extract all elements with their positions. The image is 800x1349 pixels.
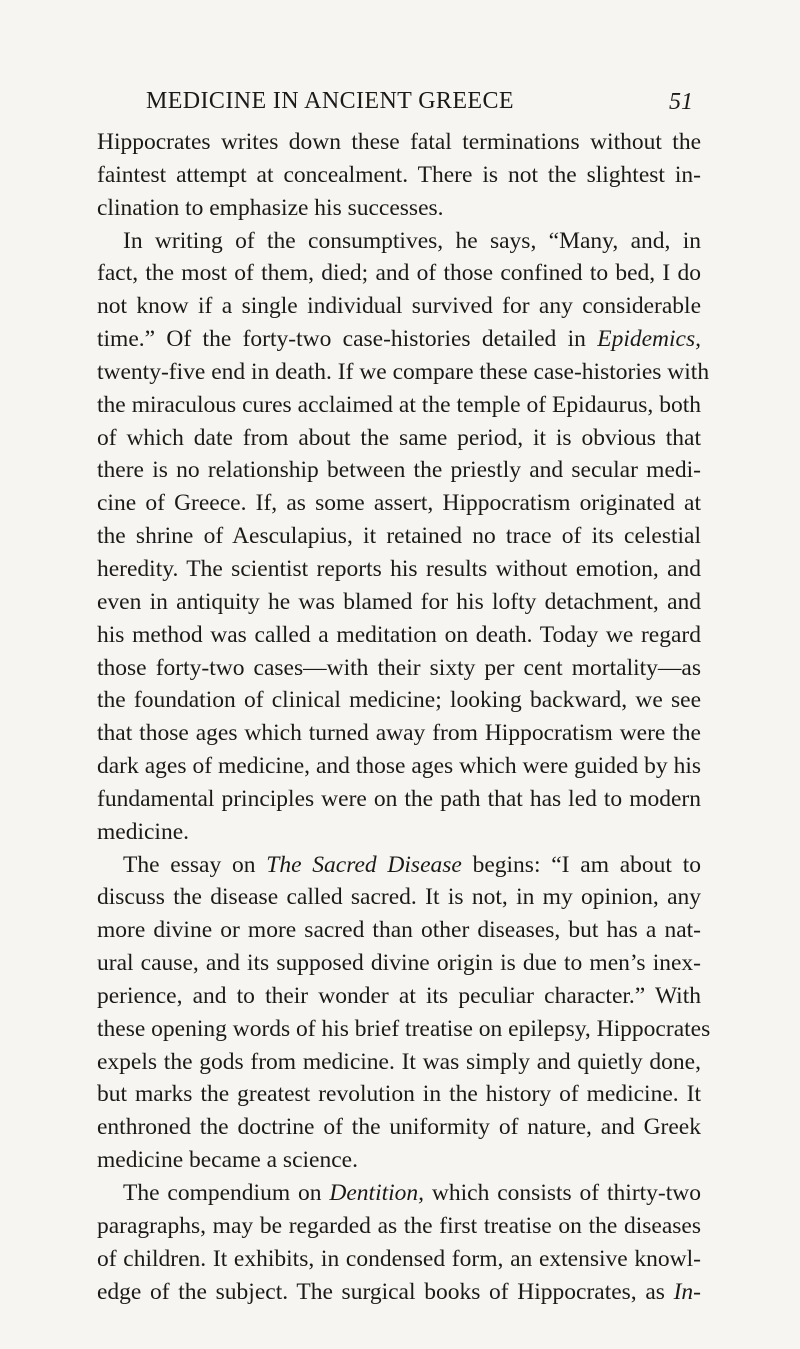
text-line: those forty-two cases—with their sixty per cent mortality—as: [97, 654, 701, 681]
text-segment: begins: “I am about to: [461, 851, 702, 878]
text-line: fundamental principles were on the path that has led to modern: [97, 785, 701, 812]
text-line: expels the gods from medicine. It was simply and quietly done,: [97, 1048, 701, 1075]
text-line: paragraphs, may be regarded as the first treatise on the diseases: [97, 1212, 701, 1239]
text-line: of children. It exhibits, in condensed form, an extensive knowl-: [97, 1245, 701, 1272]
text-line: but marks the greatest revolution in the history of medicine. It: [97, 1081, 701, 1108]
text-line: even in antiquity he was blamed for his lofty detachment, and: [97, 588, 701, 615]
text-line: enthroned the doctrine of the uniformity of nature, and Greek: [97, 1114, 701, 1141]
text-segment: The compendium on: [123, 1180, 330, 1206]
text-line: ural cause, and its supposed divine origin is due to men’s inex-: [97, 950, 701, 977]
text-line: these opening words of his brief treatise on epilepsy, Hippocrates: [97, 1015, 711, 1042]
text-segment: time.” Of the forty-two case-histories detailed in: [97, 326, 598, 353]
text-line: the miraculous cures acclaimed at the temple of Epidaurus, both: [97, 391, 701, 418]
text-line: of which date from about the same period, it is obvious that: [97, 424, 701, 451]
text-line: that those ages which turned away from Hippocratism were the: [97, 720, 701, 747]
text-line: cine of Greece. If, as some assert, Hippocratism originated at: [97, 490, 701, 517]
italic-title: Dentition,: [329, 1180, 425, 1206]
text-line: [97, 323, 701, 356]
text-line: medicine became a science.: [97, 1147, 358, 1174]
running-head: MEDICINE IN ANCIENT GREECE: [146, 88, 514, 114]
page-number: 51: [669, 89, 693, 115]
text-line: Hippocrates writes down these fatal terminations without the: [97, 129, 701, 155]
text-segment: which consists of thirty-two: [424, 1180, 702, 1206]
text-line: fact, the most of them, died; and of those confined to bed, I do: [97, 260, 701, 287]
text-line: faintest attempt at concealment. There is not the slightest in-: [97, 161, 701, 188]
body-text: [97, 126, 711, 1308]
text-line: [97, 1177, 701, 1210]
text-line: heredity. The scientist reports his results without emotion, and: [97, 555, 701, 582]
italic-title: The Sacred Disease: [266, 851, 462, 878]
italic-title: Epidemics,: [597, 326, 701, 353]
text-line: there is no relationship between the priestly and secular medi-: [97, 457, 701, 484]
text-line: twenty-five end in death. If we compare these case-histories with: [97, 358, 710, 385]
text-line: dark ages of medicine, and those ages which were guided by his: [97, 753, 701, 780]
text-line: more divine or more sacred than other diseases, but has a nat-: [97, 917, 701, 944]
text-line: not know if a single individual survived for any considerable: [97, 293, 701, 320]
text-line: In writing of the consumptives, he says, “Many, and, in: [123, 227, 701, 254]
page-header: [0, 88, 800, 118]
italic-title: In-: [673, 1278, 701, 1305]
text-line: the foundation of clinical medicine; looking backward, we see: [97, 687, 701, 714]
text-line: his method was called a meditation on death. Today we regard: [97, 621, 701, 648]
text-segment: The essay on: [123, 851, 267, 878]
text-line: medicine.: [97, 818, 190, 845]
text-line: [97, 849, 701, 882]
text-line: the shrine of Aesculapius, it retained no trace of its celestial: [97, 523, 701, 550]
text-line: [97, 1276, 701, 1309]
text-line: clination to emphasize his successes.: [97, 194, 444, 221]
text-segment: edge of the subject. The surgical books of Hippocrates, as: [97, 1278, 674, 1305]
text-line: perience, and to their wonder at its peculiar character.” With: [97, 982, 701, 1009]
text-line: discuss the disease called sacred. It is not, in my opinion, any: [97, 884, 701, 911]
